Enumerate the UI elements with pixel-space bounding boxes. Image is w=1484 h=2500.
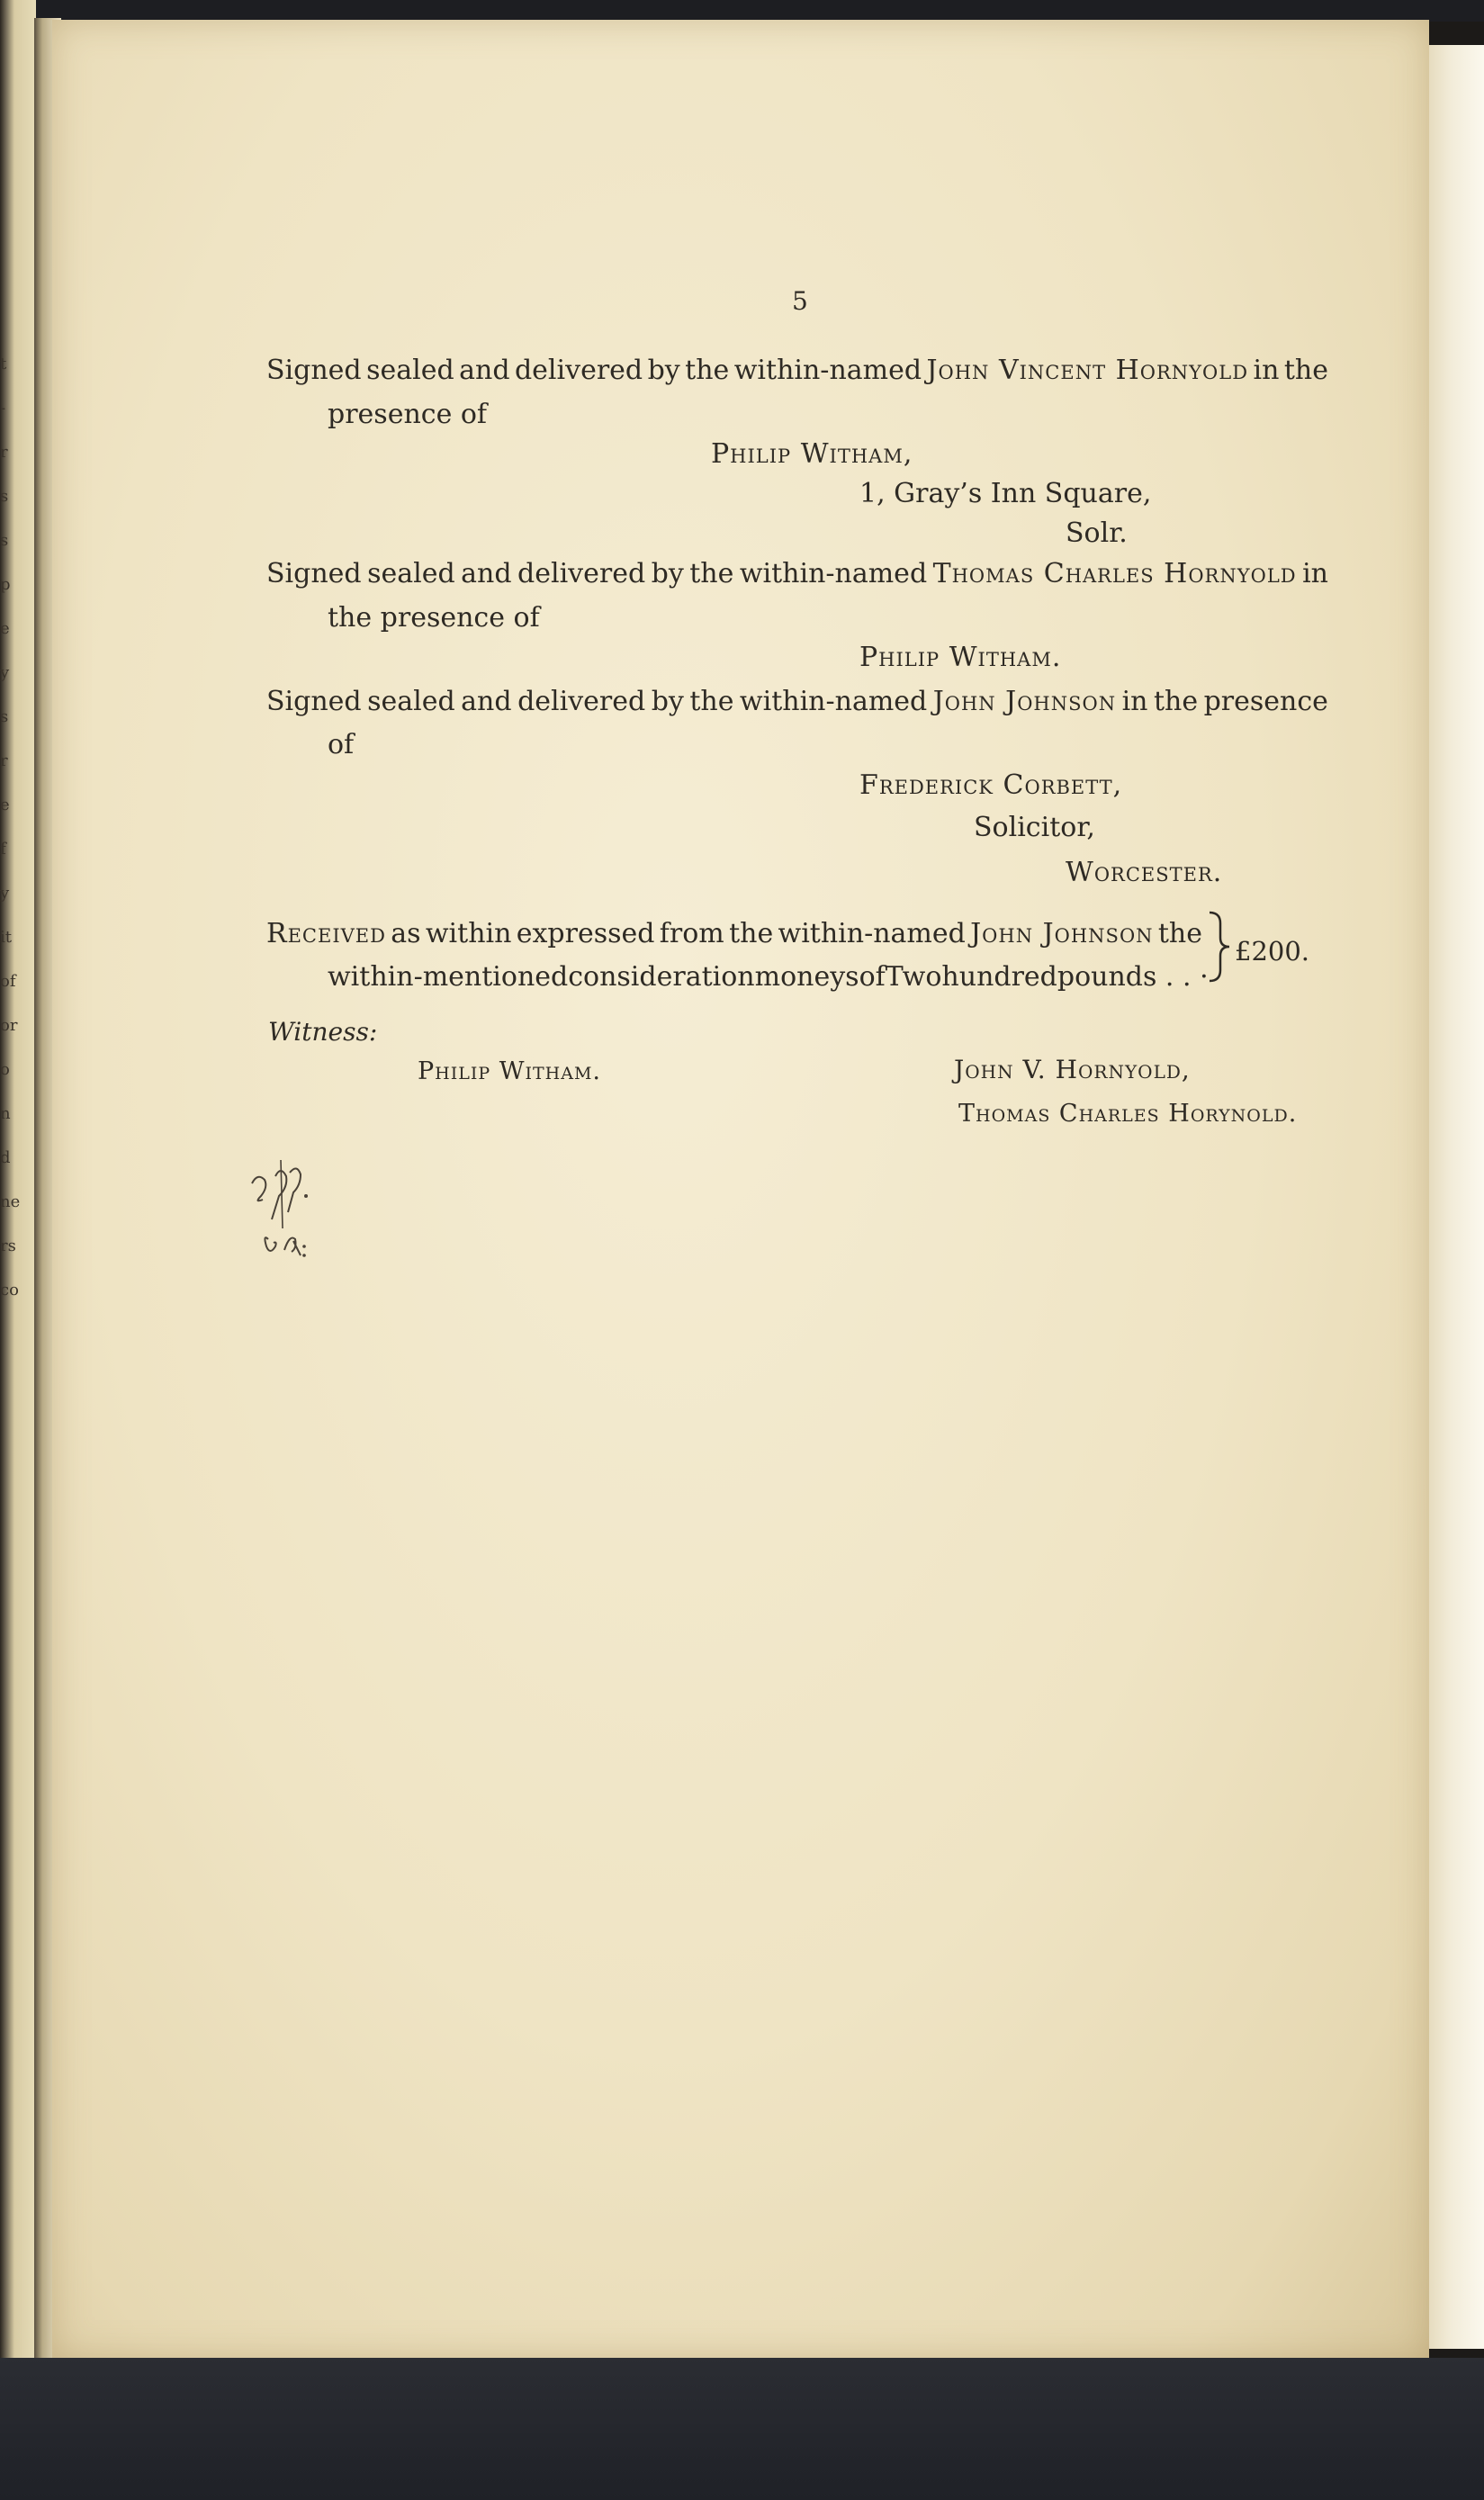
receipt-line2: within-mentioned consideration moneys of Two hundred pounds . . · — [328, 961, 1209, 993]
left-margin-fragments: t - r s s p e y s r e f y it of or o n d ne rs co — [0, 355, 21, 1299]
party-name: Thomas Charles Hornyold — [932, 558, 1297, 589]
clause3-line1: Signed sealed and delivered by the within-named John Johnson in the presence — [266, 686, 1328, 717]
clause1-line1: Signed sealed and delivered by the within-named John Vincent Hornyold in the — [266, 355, 1328, 386]
page-number: 5 — [792, 286, 808, 316]
signatory-2: Thomas Charles Horynold. — [958, 1100, 1298, 1128]
clause3-witness-title: Solicitor, — [974, 812, 1095, 843]
party-name: John Vincent Hornyold — [926, 355, 1249, 386]
witness-name: Philip Witham. — [418, 1057, 601, 1085]
clause3-witness-name: Frederick Corbett, — [859, 769, 1123, 801]
clause3-witness-place: Worcester. — [1066, 857, 1223, 888]
receipt-line1: Received as within expressed from the within-named John Johnson the — [266, 918, 1202, 949]
clause1-witness-name: Philip Witham, — [711, 438, 913, 470]
clause3-line2: of — [328, 729, 355, 760]
party-name: John Johnson — [970, 918, 1154, 949]
party-name: John Johnson — [932, 686, 1117, 717]
clause2-line2: the presence of — [328, 602, 540, 634]
right-brace — [1206, 911, 1233, 983]
clause2-witness-name: Philip Witham. — [859, 642, 1062, 673]
clause1-line2: presence of — [328, 399, 488, 430]
witness-label: Witness: — [268, 1017, 378, 1047]
clause1-witness-address: 1, Gray’s Inn Square, — [859, 478, 1152, 509]
receipt-amount: £200. — [1235, 936, 1310, 967]
receipt-keyword: Received — [266, 918, 386, 949]
clause1-witness-title: Solr. — [1066, 517, 1128, 549]
signatory-1: John V. Hornyold, — [954, 1055, 1191, 1084]
handwritten-initials — [245, 1156, 344, 1273]
clause2-line1: Signed sealed and delivered by the within-named Thomas Charles Hornyold in — [266, 558, 1328, 589]
